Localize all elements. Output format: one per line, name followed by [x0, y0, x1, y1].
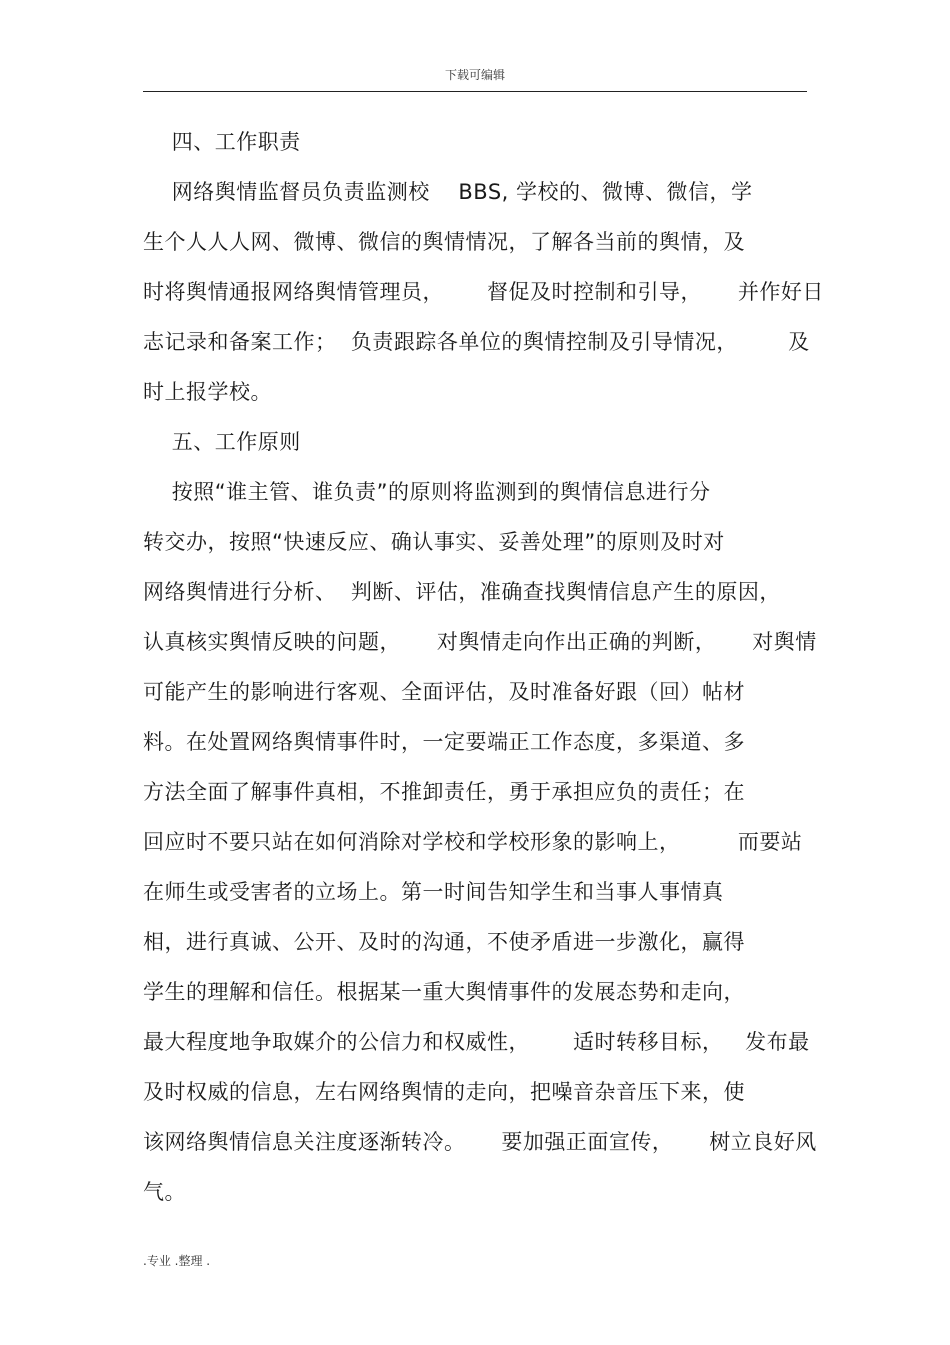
page-header: 下载可编辑 — [444, 68, 505, 82]
text-line: 生个人人人网、微博、微信的舆情情况，了解各当前的舆情，及 — [143, 230, 745, 254]
text-line: 学生的理解和信任。根据某一重大舆情事件的发展态势和走向， — [143, 980, 745, 1004]
text-line: 志记录和备案工作； 负责跟踪各单位的舆情控制及引导情况， 及 — [143, 330, 810, 354]
text-line: 时将舆情通报网络舆情管理员， 督促及时控制和引导， 并作好日 — [143, 280, 824, 304]
text-line: 回应时不要只站在如何消除对学校和学校形象的影响上， 而要站 — [143, 830, 803, 854]
text-line: 料。在处置网络舆情事件时，一定要端正工作态度，多渠道、多 — [143, 730, 745, 754]
text-line: 时上报学校。 — [143, 380, 272, 404]
text-line: 在师生或受害者的立场上。第一时间告知学生和当事人事情真 — [143, 880, 724, 904]
text-line: 按照“谁主管、谁负责”的原则将监测到的舆情信息进行分 — [143, 480, 711, 504]
text-line: 认真核实舆情反映的问题， 对舆情走向作出正确的判断， 对舆情 — [143, 630, 817, 654]
text-line: 四、工作职责 — [143, 130, 301, 154]
text-line: 方法全面了解事件真相，不推卸责任，勇于承担应负的责任；在 — [143, 780, 745, 804]
text-line: 气。 — [143, 1180, 186, 1204]
text-line: 相，进行真诚、公开、及时的沟通，不使矛盾进一步激化，赢得 — [143, 930, 745, 954]
text-line: 最大程度地争取媒介的公信力和权威性， 适时转移目标， 发布最 — [143, 1030, 810, 1054]
text-line: 五、工作原则 — [143, 430, 301, 454]
text-line: 网络舆情进行分析、 判断、评估，准确查找舆情信息产生的原因， — [143, 580, 781, 604]
header-rule — [143, 91, 807, 92]
page-footer: .专业 .整理 . — [143, 1254, 211, 1268]
text-line: 转交办，按照“快速反应、确认事实、妥善处理”的原则及时对 — [143, 530, 725, 554]
text-line: 网络舆情监督员负责监测校 BBS, 学校的、微博、微信，学 — [143, 180, 753, 204]
text-line: 该网络舆情信息关注度逐渐转冷。 要加强正面宣传， 树立良好风 — [143, 1130, 817, 1154]
text-line: 可能产生的影响进行客观、全面评估，及时准备好跟（回）帖材 — [143, 680, 745, 704]
text-line: 及时权威的信息，左右网络舆情的走向，把噪音杂音压下来，使 — [143, 1080, 745, 1104]
